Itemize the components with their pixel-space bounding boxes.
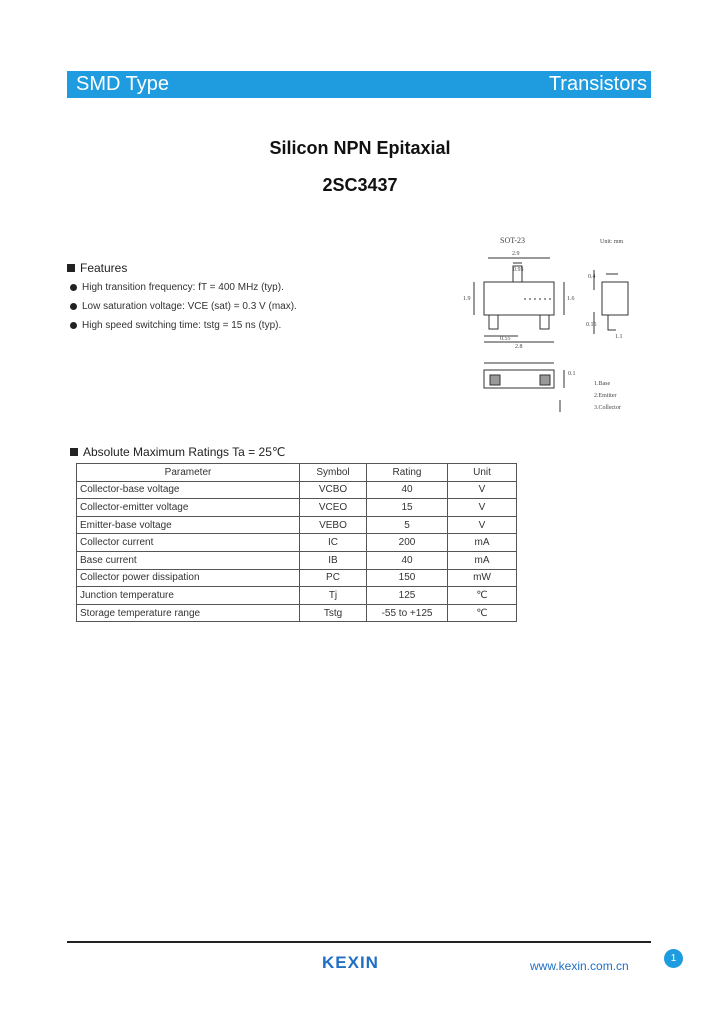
rating-cell: 150 [367, 569, 448, 587]
dim-label: 0.95 [513, 267, 524, 273]
parameter-cell: Storage temperature range [77, 604, 300, 622]
package-outline-diagram [460, 230, 660, 420]
table-row [77, 587, 517, 605]
dim-label: 2.8 [515, 344, 523, 350]
unit-cell: V [448, 516, 517, 534]
feature-item: Low saturation voltage: VCE (sat) = 0.3 V (max). [70, 301, 297, 320]
symbol-cell: VCEO [300, 499, 367, 517]
square-bullet-icon [67, 264, 75, 272]
rating-cell: 40 [367, 481, 448, 499]
header-category: SMD Type [76, 73, 169, 95]
header-bar [67, 71, 651, 98]
rating-cell: 5 [367, 516, 448, 534]
dim-label: 1.1 [615, 334, 623, 340]
dim-label: 1.9 [463, 296, 471, 302]
parameter-cell: Collector-base voltage [77, 481, 300, 499]
kexin-logo: KEXIN [322, 953, 379, 972]
footer-divider [67, 941, 651, 943]
symbol-cell: IC [300, 534, 367, 552]
features-list [70, 282, 297, 339]
ratings-heading [70, 445, 285, 459]
table-row [77, 516, 517, 534]
table-row [77, 499, 517, 517]
package-label: SOT-23 [500, 236, 526, 245]
parameter-cell: Collector power dissipation [77, 569, 300, 587]
parameter-cell: Junction temperature [77, 587, 300, 605]
page-number-badge: 1 [664, 949, 683, 968]
rating-cell: -55 to +125 [367, 604, 448, 622]
parameter-cell: Base current [77, 551, 300, 569]
unit-cell: mA [448, 534, 517, 552]
dim-label: 0.4 [588, 274, 596, 280]
feature-item: High transition frequency: fT = 400 MHz (typ). [70, 282, 297, 301]
unit-cell: ℃ [448, 587, 517, 605]
pin-label-emitter: 2.Emitter [594, 393, 617, 399]
parameter-cell: Emitter-base voltage [77, 516, 300, 534]
column-header: Parameter [77, 464, 300, 482]
part-number: 2SC3437 [322, 175, 398, 195]
dim-label: 2.9 [512, 251, 520, 257]
dim-label: 0.55 [500, 336, 511, 342]
rating-cell: 200 [367, 534, 448, 552]
feature-item: High speed switching time: tstg = 15 ns (typ). [70, 320, 297, 339]
table-row [77, 569, 517, 587]
parameter-cell: Collector current [77, 534, 300, 552]
symbol-cell: PC [300, 569, 367, 587]
unit-cell: V [448, 499, 517, 517]
unit-cell: V [448, 481, 517, 499]
rating-cell: 40 [367, 551, 448, 569]
dim-label: 1.6 [567, 296, 575, 302]
document-title: Silicon NPN Epitaxial [269, 138, 451, 158]
table-row [77, 534, 517, 552]
package-body-top-view [484, 282, 554, 315]
ratings-heading-text: Absolute Maximum Ratings Ta = 25℃ [83, 445, 286, 459]
column-header: Unit [448, 464, 517, 482]
rating-cell: 125 [367, 587, 448, 605]
absolute-maximum-ratings-table [76, 463, 517, 622]
dim-label: 0.15 [586, 322, 597, 328]
column-header: Symbol [300, 464, 367, 482]
table-row [77, 551, 517, 569]
table-row [77, 481, 517, 499]
unit-cell: mA [448, 551, 517, 569]
parameter-cell: Collector-emitter voltage [77, 499, 300, 517]
symbol-cell: VCBO [300, 481, 367, 499]
column-header: Rating [367, 464, 448, 482]
symbol-cell: Tj [300, 587, 367, 605]
table-header-row [77, 464, 517, 482]
dim-label: 0.1 [568, 371, 576, 377]
features-heading-text: Features [80, 261, 128, 275]
features-heading [67, 261, 127, 275]
unit-cell: ℃ [448, 604, 517, 622]
website-link[interactable]: www.kexin.com.cn [530, 959, 629, 973]
header-product-type: Transistors [548, 73, 647, 95]
pin-base-top [489, 315, 498, 329]
table-row [77, 604, 517, 622]
pin-label-collector: 3.Collector [594, 405, 621, 411]
unit-cell: mW [448, 569, 517, 587]
symbol-cell: IB [300, 551, 367, 569]
symbol-cell: Tstg [300, 604, 367, 622]
pin-label-base: 1.Base [594, 381, 611, 387]
square-bullet-icon [70, 448, 78, 456]
pin-emitter-top [540, 315, 549, 329]
unit-label: Unit: mm [600, 239, 624, 245]
rating-cell: 15 [367, 499, 448, 517]
symbol-cell: VEBO [300, 516, 367, 534]
